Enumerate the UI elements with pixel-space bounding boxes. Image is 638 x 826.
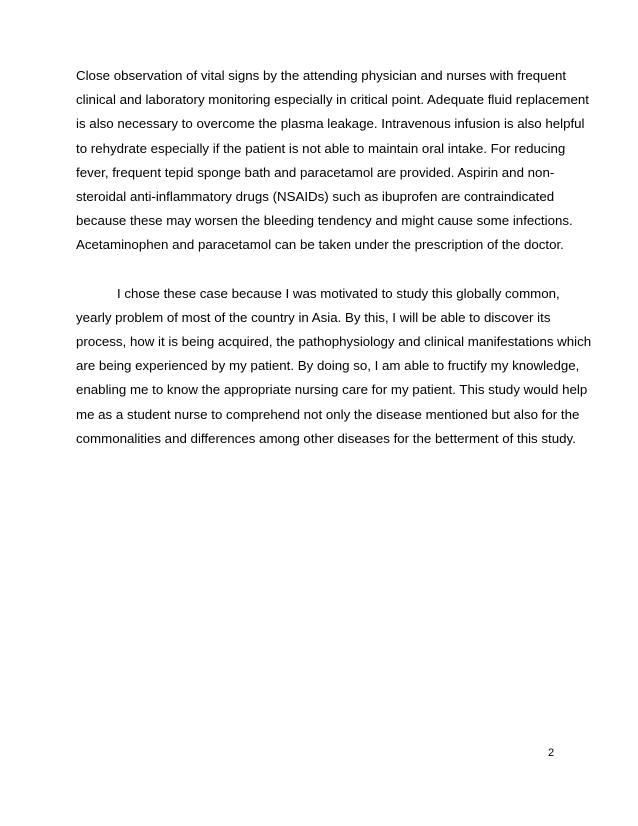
page-number: 2 <box>548 747 555 759</box>
text-line: me as a student nurse to comprehend not only the disease mentioned but also for the <box>76 406 580 422</box>
text-line: process, how it is being acquired, the pathophysiology and clinical manifestations which <box>76 334 592 350</box>
text-line: Close observation of vital signs by the attending physician and nurses with frequent <box>76 68 567 83</box>
text-line: enabling me to know the appropriate nursing care for my patient. This study would help <box>76 382 588 398</box>
text-line: I chose these case because I was motivated to study this globally common, <box>117 285 560 301</box>
body-text <box>76 64 592 451</box>
paragraph-treatment <box>76 64 589 258</box>
text-line: clinical and laboratory monitoring especially in critical point. Adequate fluid replacement <box>76 92 589 108</box>
text-line: yearly problem of most of the country in Asia. By this, I will be able to discover its <box>76 309 551 325</box>
text-line: are being experienced by my patient. By doing so, I am able to fructify my knowledge, <box>76 358 580 374</box>
text-line: is also necessary to overcome the plasma leakage. Intravenous infusion is also helpful <box>76 116 585 132</box>
text-line: to rehydrate especially if the patient is not able to maintain oral intake. For reducing <box>76 140 566 156</box>
text-line: Acetaminophen and paracetamol can be taken under the prescription of the doctor. <box>76 237 564 253</box>
text-line: because these may worsen the bleeding tendency and might cause some infections. <box>76 213 573 229</box>
paragraph-motivation <box>76 282 592 451</box>
text-line: fever, frequent tepid sponge bath and paracetamol are provided. Aspirin and non- <box>76 164 555 180</box>
text-line: commonalities and differences among other diseases for the betterment of this study. <box>76 430 576 446</box>
paragraph-gap <box>76 258 576 282</box>
text-line: steroidal anti-inflammatory drugs (NSAIDs) such as ibuprofen are contraindicated <box>76 188 555 204</box>
